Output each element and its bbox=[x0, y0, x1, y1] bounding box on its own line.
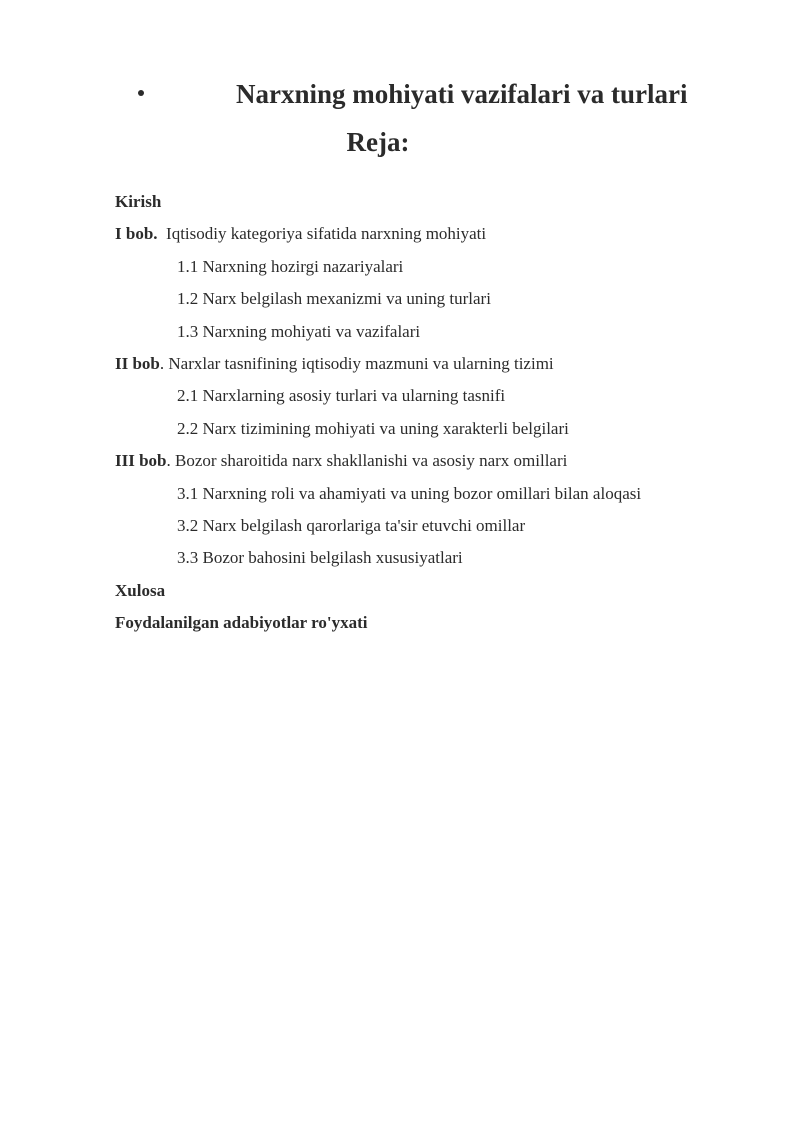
chapter-label: II bob bbox=[115, 354, 160, 374]
chapter-label: III bob bbox=[115, 451, 167, 471]
toc-chapter-2 bbox=[115, 348, 775, 380]
chapter-text: . Bozor sharoitida narx shakllanishi va asosiy narx omillari bbox=[166, 451, 568, 471]
chapter-label: I bob. bbox=[115, 224, 158, 244]
toc-references: Foydalanilgan adabiyotlar ro'yxati bbox=[115, 613, 368, 633]
plan-heading: Reja: bbox=[346, 127, 410, 157]
toc-intro: Kirish bbox=[115, 192, 162, 211]
toc-item-1-3: 1.3 Narxning mohiyati va vazifalari bbox=[177, 321, 421, 341]
toc-item-3-2: 3.2 Narx belgilash qarorlariga ta'sir etuvchi omillar bbox=[177, 516, 526, 536]
toc-item-1-1: 1.1 Narxning hozirgi nazariyalari bbox=[177, 256, 404, 276]
table-of-contents bbox=[115, 186, 775, 640]
toc-item-1-2: 1.2 Narx belgilash mexanizmi va uning turlari bbox=[177, 289, 491, 309]
toc-conclusion: Xulosa bbox=[115, 580, 166, 600]
toc-chapter-3 bbox=[115, 445, 775, 477]
toc-item-3-3: 3.3 Bozor bahosini belgilash xususiyatlari bbox=[177, 548, 463, 568]
chapter-text: Iqtisodiy kategoriya sifatida narxning mohiyati bbox=[157, 224, 487, 244]
toc-item-3-1: 3.1 Narxning roli va ahamiyati va uning bozor omillari bilan aloqasi bbox=[177, 483, 642, 503]
document-title: Narxning mohiyati vazifalari va turlari bbox=[236, 79, 688, 109]
toc-chapter-1 bbox=[115, 218, 775, 250]
toc-item-2-2: 2.2 Narx tizimining mohiyati va uning xarakterli belgilari bbox=[177, 418, 569, 438]
chapter-text: . Narxlar tasnifining iqtisodiy mazmuni va ularning tizimi bbox=[159, 354, 554, 374]
toc-item-2-1: 2.1 Narxlarning asosiy turlari va ularning tasnifi bbox=[177, 386, 506, 406]
title-row bbox=[0, 76, 800, 112]
bullet-icon bbox=[138, 90, 144, 96]
